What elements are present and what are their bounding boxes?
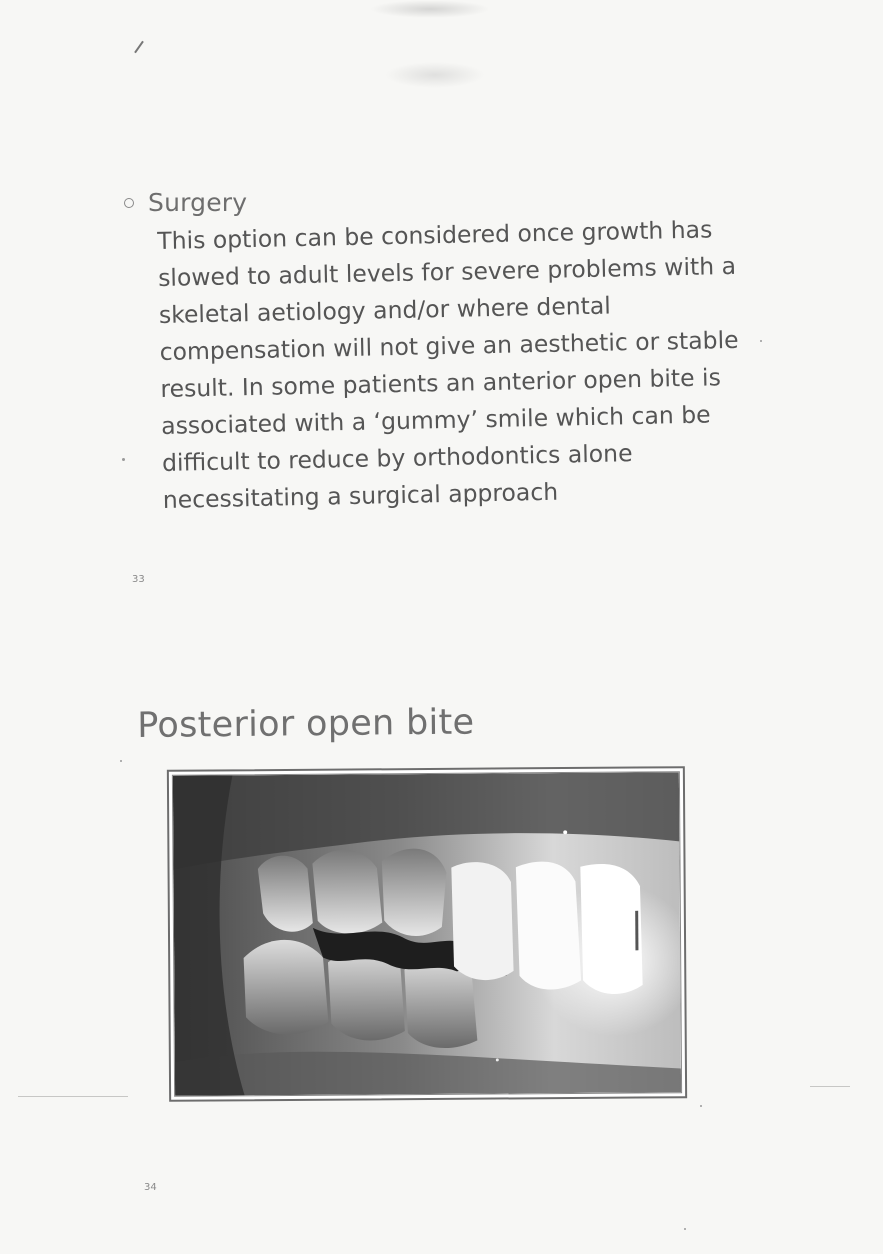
scan-line [18,1096,128,1097]
bullet-heading: Surgery [148,188,248,217]
scan-speck [684,1228,686,1230]
pen-mark [134,41,144,54]
body-line: difficult to reduce by orthodontics alone [161,439,633,477]
scan-speck [120,760,122,762]
surgery-bullet [124,188,764,519]
body-line: skeletal aetiology and/or where dental [158,291,612,329]
body-line: necessitating a surgical approach [162,477,559,514]
slide-title: Posterior open bite [137,702,475,746]
scan-speck [700,1105,702,1107]
slide-number: 33 [132,574,145,585]
body-line: associated with a ‘gummy’ smile which can be [160,400,711,440]
scan-smudge [370,0,490,18]
body-line: slowed to adult levels for severe problems with a [157,251,737,292]
dental-photo-icon [172,771,682,1097]
scan-line [810,1086,850,1087]
photo-frame [167,766,687,1102]
bullet-body [157,210,763,519]
body-line: compensation will not give an aesthetic or stable [159,325,739,366]
dental-photo-svg [173,772,681,1096]
slide-number: 34 [144,1182,157,1193]
body-line: This option can be considered once growth has [157,215,713,255]
scan-smudge [385,62,485,88]
bullet-icon [124,198,134,208]
body-line: result. In some patients an anterior open bite is [160,363,722,403]
